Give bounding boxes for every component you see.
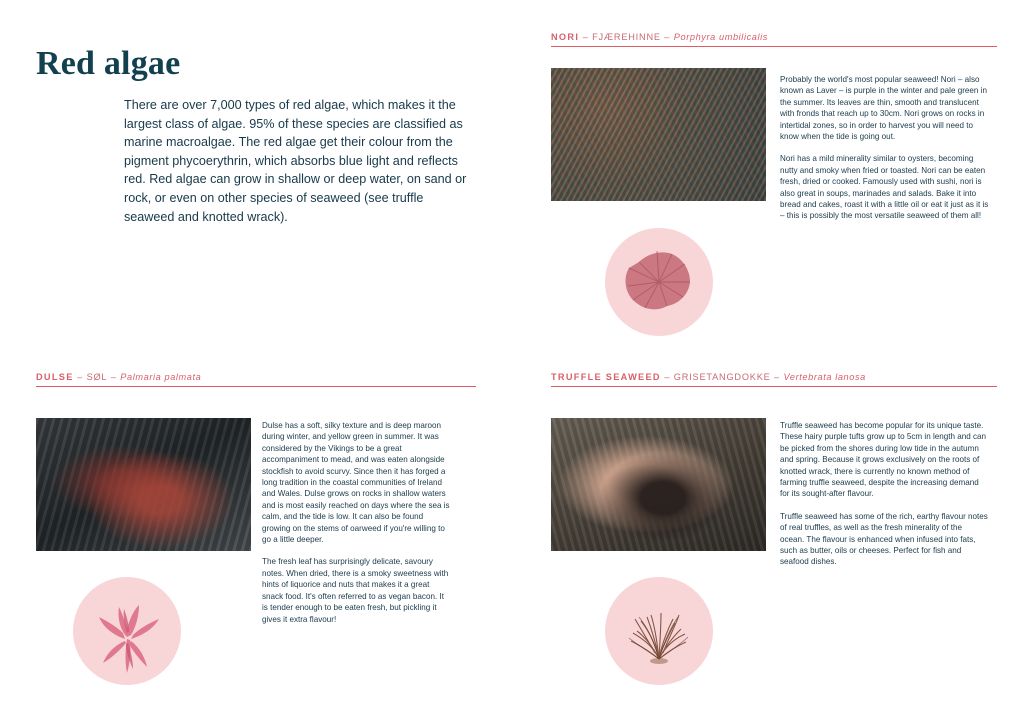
truffle-seaweed-specimen-icon — [605, 577, 713, 685]
paragraph: Truffle seaweed has some of the rich, earthy flavour notes of real truffles, as well as the fresh minerality of the ocean. The flavour is enhanced when infused into fats, such as butter, oils or cheeses. Perfect for fish and seafood dishes. — [780, 511, 988, 567]
section-nori — [551, 32, 997, 47]
section-dulse — [36, 372, 476, 387]
section-latin-name: Vertebrata lanosa — [783, 372, 866, 382]
heading-dash: – — [774, 372, 781, 382]
body-truffle-seaweed — [780, 420, 988, 568]
section-heading-truffle-seaweed — [551, 372, 997, 382]
section-rule — [551, 46, 997, 47]
section-name: DULSE — [36, 372, 74, 382]
specimen-circle-truffle-seaweed — [605, 577, 713, 685]
section-truffle-seaweed — [551, 372, 997, 387]
photo-dulse — [36, 418, 251, 551]
photo-image — [551, 418, 766, 551]
heading-dash: – — [664, 372, 671, 382]
photo-nori — [551, 68, 766, 201]
heading-dash: – — [110, 372, 117, 382]
section-name: TRUFFLE SEAWEED — [551, 372, 661, 382]
body-dulse — [262, 420, 452, 625]
section-rule — [36, 386, 476, 387]
photo-image — [36, 418, 251, 551]
paragraph: Dulse has a soft, silky texture and is deep maroon during winter, and yellow green in summer. It was considered by the Vikings to be a great accompaniment to mead, and was eaten alongside stockfish to avoid scurvy. Since then it has forged a long tradition in the coastal communities of Ireland and Wales. Dulse grows on rocks in shallow waters and is most easily reached on days where the sea is calm, and the tide is low. It can also be found growing on the stems of oarweed if you're willing to go a little deeper. — [262, 421, 450, 545]
paragraph: Truffle seaweed has become popular for its unique taste. These hairy purple tufts grow up to 5cm in length and can be picked from the shores during low tide in the autumn and spring. Because it grows exclusively on the roots of knotted wrack, there is currently no known method of farming truffle seaweed, despite the increasing demand for its sought-after flavour. — [780, 421, 987, 499]
specimen-circle-nori — [605, 228, 713, 336]
specimen-circle-dulse — [73, 577, 181, 685]
page-title: Red algae — [36, 44, 181, 82]
heading-dash: – — [77, 372, 84, 382]
photo-truffle-seaweed — [551, 418, 766, 551]
paragraph: Nori has a mild minerality similar to oysters, becoming nutty and smoky when fried or toasted. Nori can be eaten fresh, dried or cooked. Famously used with sushi, nori is also great in soups, marinades and salads. Bake it into bread and cakes, roast it with a little oil or eat it just as it is – this is possibly the most versatile seaweed of them all! — [780, 154, 989, 221]
heading-dash: – — [582, 32, 589, 42]
section-latin-name: Palmaria palmata — [120, 372, 202, 382]
section-name: NORI — [551, 32, 580, 42]
intro-paragraph: There are over 7,000 types of red algae, which makes it the largest class of algae. 95% of these species are classified as marine macroalgae. The red algae get their colour from the pigment phycoerythrin, which absorbs blue light and reflects red. Red algae can grow in shallow or deep water, on sand or rock, or even on other species of seaweed (see truffle seaweed and knotted wrack). — [124, 98, 467, 224]
body-nori — [780, 74, 992, 222]
nori-specimen-icon — [605, 228, 713, 336]
section-heading-dulse — [36, 372, 476, 382]
paragraph: Probably the world's most popular seaweed! Nori – also known as Laver – is purple in the winter and pale green in the summer. Its leaves are thin, smooth and translucent with fronds that reach up to 30cm. Nori grows on rocks in intertidal zones, so in order to harvest you will need to know when the tide is going out. — [780, 75, 987, 142]
section-alt-name: SØL — [86, 372, 108, 382]
section-heading-nori — [551, 32, 997, 42]
heading-dash: – — [664, 32, 671, 42]
dulse-specimen-icon — [73, 577, 181, 685]
photo-image — [551, 68, 766, 201]
section-latin-name: Porphyra umbilicalis — [673, 32, 768, 42]
paragraph: The fresh leaf has surprisingly delicate, savoury notes. When dried, there is a smoky sweetness with hints of liquorice and nuts that makes it a great snack food. It's often referred to as vegan bacon. It is tender enough to be eaten fresh, but pickling it gives it extra flavour! — [262, 557, 449, 624]
section-rule — [551, 386, 997, 387]
section-alt-name: FJÆREHINNE — [592, 32, 661, 42]
section-alt-name: GRISETANGDOKKE — [673, 372, 771, 382]
